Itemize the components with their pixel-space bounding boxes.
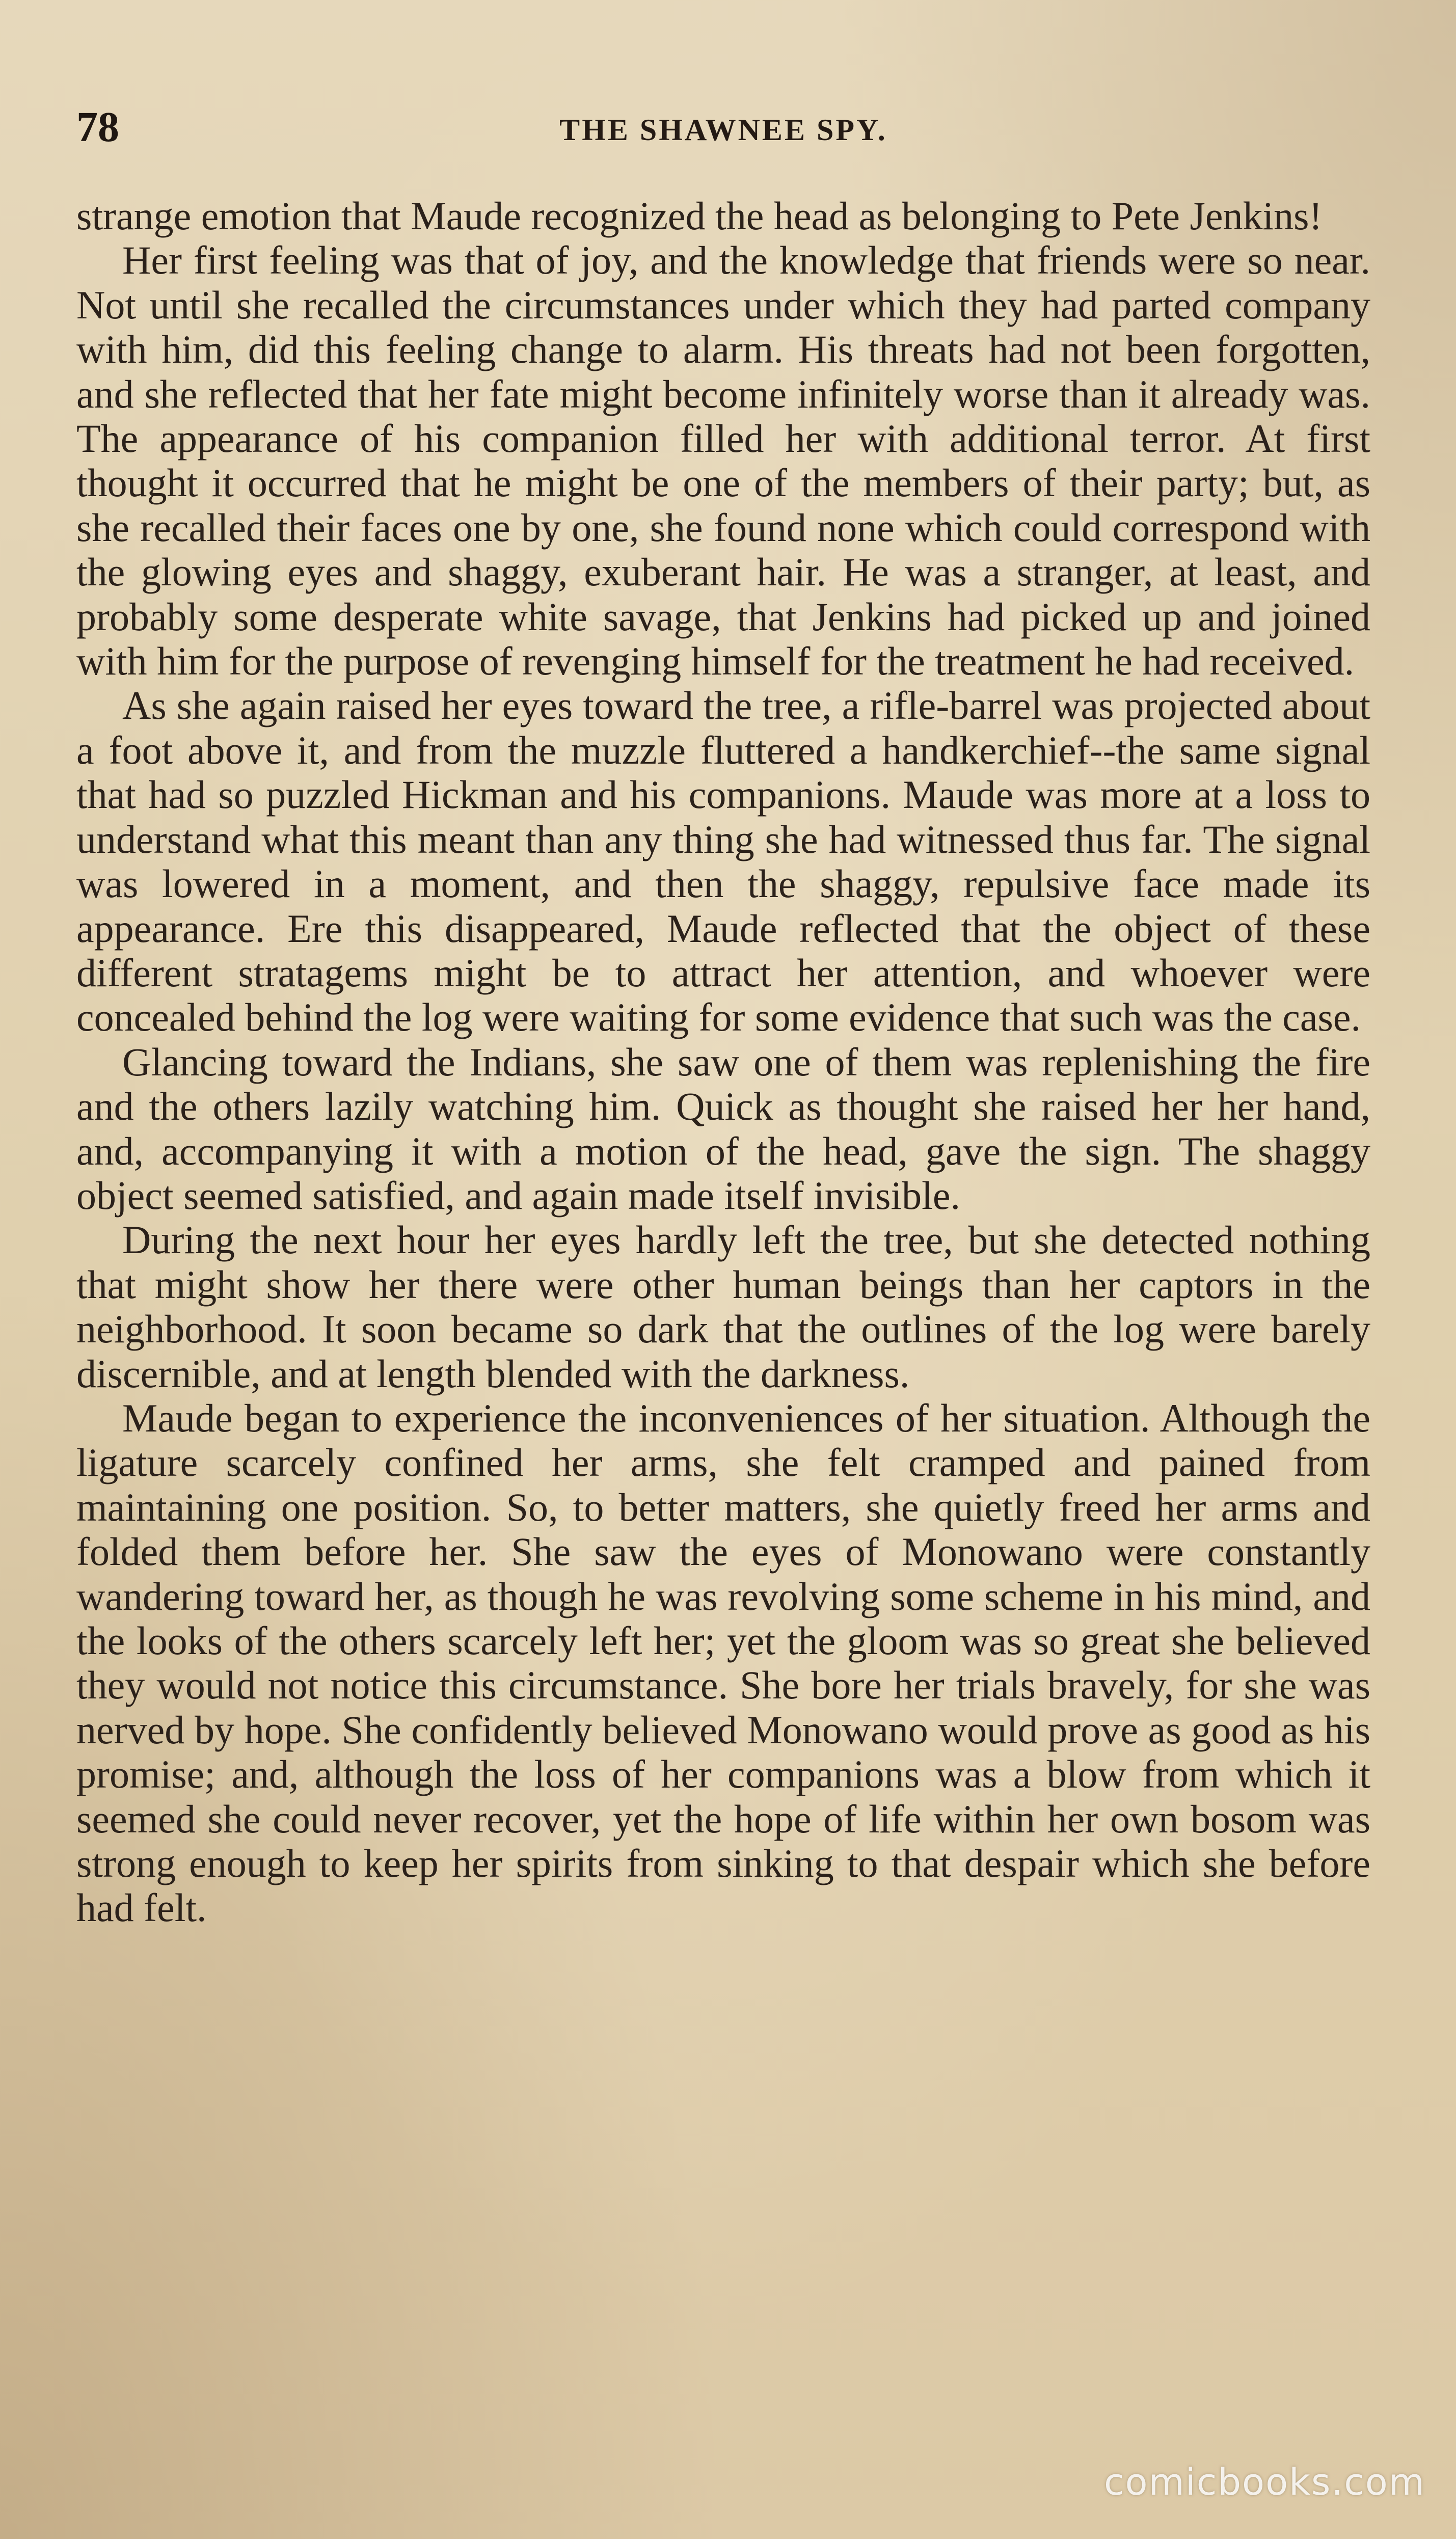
- watermark: comicbooks.com: [1103, 2461, 1425, 2503]
- paragraph-6: Maude began to experience the inconveniences of her situation. Although the ligature scarcely confined her arms, she felt cramped and pained from maintaining one position. So, to better matters, she quietly freed her arms and folded them before her. She saw the eyes of Monowano were constantly wandering toward her, as though he was revolving some scheme in his mind, and the looks of the others scarcely left her; yet the gloom was so great she believed they would not notice this circumstance. She bore her trials bravely, for she was nerved by hope. She confidently believed Monowano would prove as good as his promise; and, although the loss of her companions was a blow from which it seemed she could never recover, yet the hope of life within her own bosom was strong enough to keep her spirits from sinking to that despair which she before had felt.: [76, 1395, 1370, 1930]
- paragraph-3: As she again raised her eyes toward the tree, a rifle-barrel was projected about a foot above it, and from the muzzle fluttered a handkerchief--the same signal that had so puzzled Hickman and his companions. Maude was more at a loss to understand what this meant than any thing she had witnessed thus far. The signal was lowered in a moment, and then the shaggy, repulsive face made its appearance. Ere this disappeared, Maude reflected that the object of these different stratagems might be to attract her attention, and whoever were concealed behind the log were waiting for some evidence that such was the case.: [76, 683, 1370, 1040]
- paragraph-5: During the next hour her eyes hardly left the tree, but she detected nothing that might show her there were other human beings than her captors in the neighborhood. It soon became so dark that the outlines of the log were barely discernible, and at length blended with the darkness.: [76, 1218, 1370, 1396]
- page-number: 78: [76, 103, 119, 151]
- body-text: [76, 194, 1370, 1930]
- paragraph-4: Glancing toward the Indians, she saw one of them was replenishing the fire and the others lazily watching him. Quick as thought she raised her her hand, and, accompanying it with a motion of the head, gave the sign. The shaggy object seemed satisfied, and again made itself invisible.: [76, 1039, 1370, 1218]
- paragraph-1: strange emotion that Maude recognized the head as belonging to Pete Jenkins!: [76, 194, 1323, 238]
- running-head: [76, 102, 1370, 153]
- paragraph-2: Her first feeling was that of joy, and the knowledge that friends were so near. Not until she recalled the circumstances under which they had parted company with him, did this feeling change to alarm. His threats had not been forgotten, and she reflected that her fate might become infinitely worse than it already was. The appearance of his companion filled her with additional terror. At first thought it occurred that he might be one of the members of their party; but, as she recalled their faces one by one, she found none which could correspond with the glowing eyes and shaggy, exuberant hair. He was a stranger, at least, and probably some desperate white savage, that Jenkins had picked up and joined with him for the purpose of revenging himself for the treatment he had received.: [76, 238, 1370, 684]
- book-title: THE SHAWNEE SPY.: [559, 113, 887, 147]
